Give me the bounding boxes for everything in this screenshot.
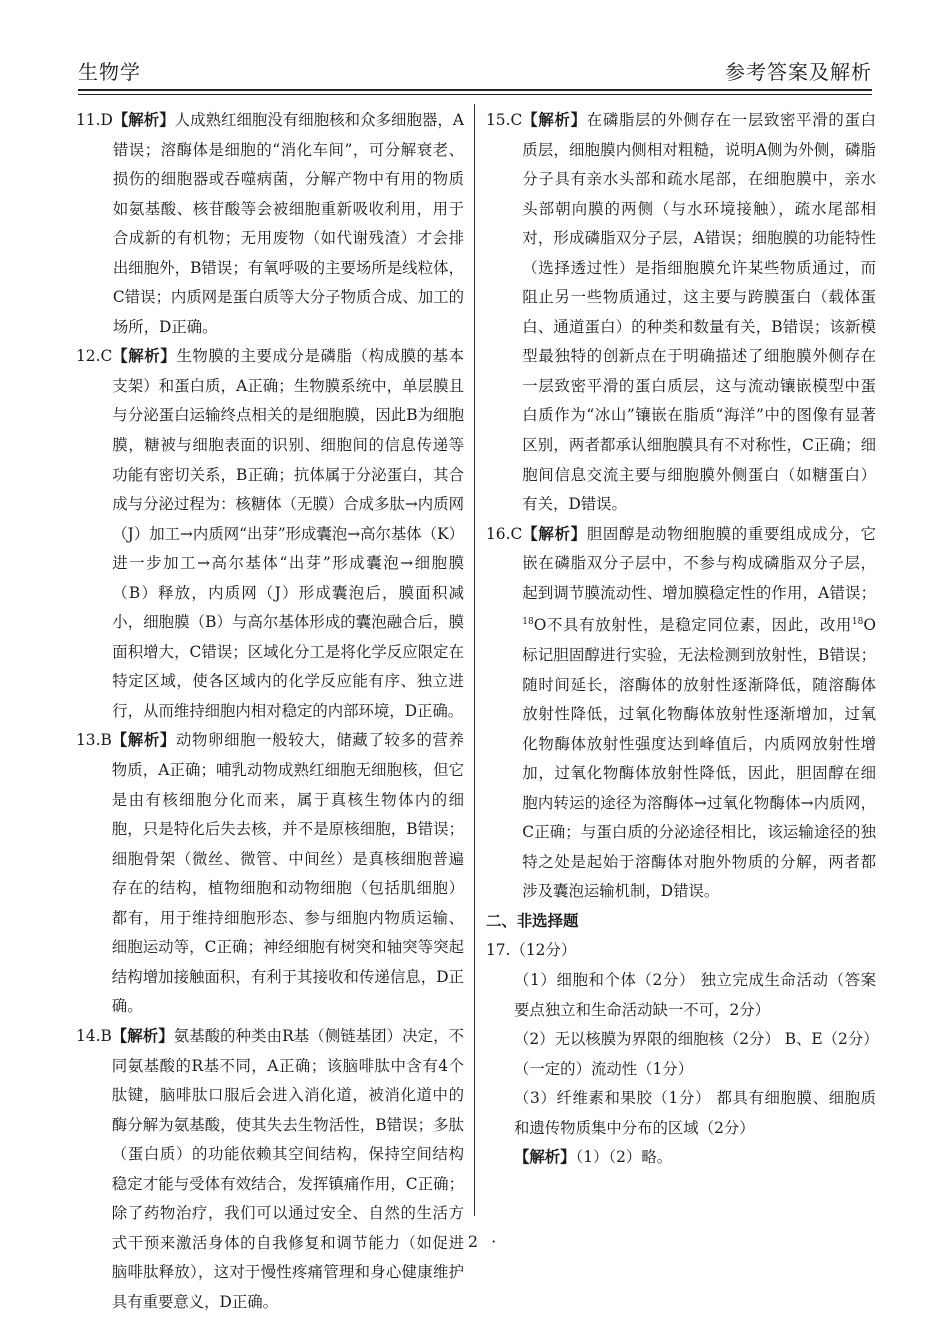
header-rule-thin bbox=[78, 94, 872, 95]
section-heading: 二、非选择题 bbox=[486, 911, 579, 930]
answer-line: （一定的）流动性（1分） bbox=[514, 1059, 694, 1078]
question-number: 14.B bbox=[76, 1026, 112, 1045]
answer-item-14 bbox=[76, 1022, 464, 1311]
analysis-text: 人成熟红细胞没有细胞核和众多细胞器，A错误；溶酶体是细胞的“消化车间”，可分解衰老、损伤的细胞器或吞噬病菌，分解产物中有用的物质如氨基酸、核苷酸等会被细胞重新吸收利用，用于合成新的有机物；无用废物（如代谢残渣）才会排出细胞外，B错误；有氧呼吸的主要场所是线粒体，C错误；内质网是蛋白质等大分子物质合成、加工的场所，D正确。 bbox=[112, 111, 464, 336]
answer-line: （3）纤维素和果胶（1分） 都具有细胞膜、细胞质和遗传物质集中分布的区域（2分） bbox=[514, 1089, 876, 1137]
analysis-tag: 【解析】 bbox=[522, 524, 587, 543]
column-divider bbox=[474, 104, 475, 1216]
analysis-text: 氨基酸的种类由R基（侧链基团）决定，不同氨基酸的R基不同，A正确；该脑啡肽中含有4个肽键，脑啡肽口服后会进入消化道，被消化道中的酶分解为氨基酸，使其失去生物活性，B错误；多肽（蛋白质）的功能依赖其空间结构，保持空间结构稳定才能与受体有效结合，发挥镇痛作用，C正确；除了药物治疗，我们可以通过安全、自然的生活方式干预来激活身体的自我修复和调节能力（如促进脑啡肽释放），这对于慢性疼痛管理和身心健康维护具有重要意义，D正确。 bbox=[111, 1026, 464, 1311]
answer-item-13 bbox=[76, 726, 464, 1021]
analysis-text-part-2: O不具有放射性，是稳定同位素，因此，改用 bbox=[533, 616, 852, 635]
analysis-line bbox=[486, 1143, 876, 1173]
header-title: 参考答案及解析 bbox=[725, 60, 872, 84]
analysis-text: 动物卵细胞一般较大，储藏了较多的营养物质，A正确；哺乳动物成熟红细胞无细胞核，但它是由有核细胞分化而来，属于真核生物体内的细胞，只是特化后失去核，并不是原核细胞，B错误；细胞骨架（微丝、微管、中间丝）是真核细胞普遍存在的结构，植物细胞和动物细胞（包括肌细胞）都有，用于维持细胞形态、参与细胞内物质运输、细胞运动等，C正确；神经细胞有树突和轴突等突起结构增加接触面积，有利于其接收和传递信息，D正确。 bbox=[111, 731, 464, 1016]
question-number: 13.B bbox=[76, 731, 112, 750]
analysis-tag: 【解析】 bbox=[111, 731, 176, 750]
question-score: （12分） bbox=[510, 941, 577, 960]
analysis-tag: 【解析】 bbox=[514, 1148, 576, 1167]
question-number: 16.C bbox=[486, 524, 523, 543]
analysis-tag: 【解析】 bbox=[112, 111, 175, 129]
question-number: 17. bbox=[486, 941, 511, 960]
isotope-superscript: 18 bbox=[851, 617, 864, 628]
page-header bbox=[78, 56, 872, 86]
question-number: 11.D bbox=[76, 111, 113, 129]
analysis-text-part-3: O标记胆固醇进行实验，无法检测到放射性，B错误；随时间延长，溶酶体的放射性逐渐降低，随溶酶体放射性降低，过氧化物酶体放射性逐渐增加，过氧化物酶体放射性强度达到峰值后，内质网放射性增加，过氧化物酶体放射性降低，因此，胆固醇在细胞内转运的途径为溶酶体→过氧化物酶体→内质网，C正确；与蛋白质的分泌途径相比，该运输途径的独特之处是起始于溶酶体对胞外物质的分解，两者都涉及囊泡运输机制，D错误。 bbox=[522, 616, 876, 901]
isotope-superscript: 18 bbox=[522, 617, 534, 628]
page-number: · 2 · bbox=[449, 1232, 501, 1251]
analysis-text-part-1: 胆固醇是动物细胞膜的重要组成成分，它嵌在磷脂双分子层中，不参与构成磷脂双分子层，起到调节膜流动性、增加膜稳定性的作用，A错误； bbox=[522, 524, 876, 602]
answer-item-11 bbox=[76, 106, 464, 342]
answer-item-16 bbox=[486, 520, 876, 907]
answer-line: （1）细胞和个体（2分） 独立完成生命活动（答案要点独立和生命活动缺一不可，2分） bbox=[514, 970, 876, 1019]
analysis-text: 生物膜的主要成分是磷脂（构成膜的基本支架）和蛋白质，A正确；生物膜系统中，单层膜且与分泌蛋白运输终点相关的是细胞膜，因此B为细胞膜，糖被与细胞表面的识别、细胞间的信息传递等功能有密切关系，B正确；抗体属于分泌蛋白，其合成与分泌过程为：核糖体（无膜）合成多肽→内质网（J）加工→内质网“出芽”形成囊泡→高尔基体（K）进一步加工→高尔基体“出芽”形成囊泡→细胞膜（B）释放，内质网（J）形成囊泡后，膜面积减小，细胞膜（B）与高尔基体形成的囊泡融合后，膜面积增大，C错误；区域化分工是将化学反应限定在特定区域，使各区域内的化学反应能有序、独立进行，从而维持细胞内相对稳定的内部环境，D正确。 bbox=[112, 347, 464, 720]
header-rule bbox=[78, 89, 872, 91]
analysis-tag: 【解析】 bbox=[112, 347, 177, 366]
analysis-text: （1）（2）略。 bbox=[575, 1148, 673, 1167]
right-column bbox=[486, 106, 879, 1173]
question-17-header bbox=[486, 936, 876, 966]
analysis-text: 在磷脂层的外侧存在一层致密平滑的蛋白质层，细胞膜内侧相对粗糙，说明A侧为外侧，磷脂分子具有亲水头部和疏水尾部，在细胞膜中，亲水头部朝向膜的两侧（与水环境接触），疏水尾部相对，形成磷脂双分子层，A错误；细胞膜的功能特性（选择透过性）是指细胞膜允许某些物质通过，而阻止另一些物质通过，这主要与跨膜蛋白（载体蛋白、通道蛋白）的种类和数量有关，B错误；该新模型最独特的创新点在于明确描述了细胞膜外侧存在一层致密平滑的蛋白质层，这与流动镶嵌模型中蛋白质作为“冰山”镶嵌在脂质“海洋”中的图像有显著区别，两者都承认细胞膜具有不对称性，C正确；细胞间信息交流主要与细胞膜外侧蛋白（如糖蛋白）有关，D错误。 bbox=[522, 111, 876, 514]
answer-item-15 bbox=[486, 106, 876, 520]
left-column bbox=[76, 106, 464, 1311]
answer-item-12 bbox=[76, 342, 464, 726]
question-number: 12.C bbox=[76, 347, 113, 366]
analysis-tag: 【解析】 bbox=[111, 1026, 174, 1045]
analysis-tag: 【解析】 bbox=[522, 111, 587, 129]
answer-line: （2）无以核膜为界限的细胞核（2分） B、E（2分） bbox=[514, 1030, 879, 1049]
question-number: 15.C bbox=[486, 111, 523, 129]
subject-label: 生物学 bbox=[78, 60, 141, 84]
